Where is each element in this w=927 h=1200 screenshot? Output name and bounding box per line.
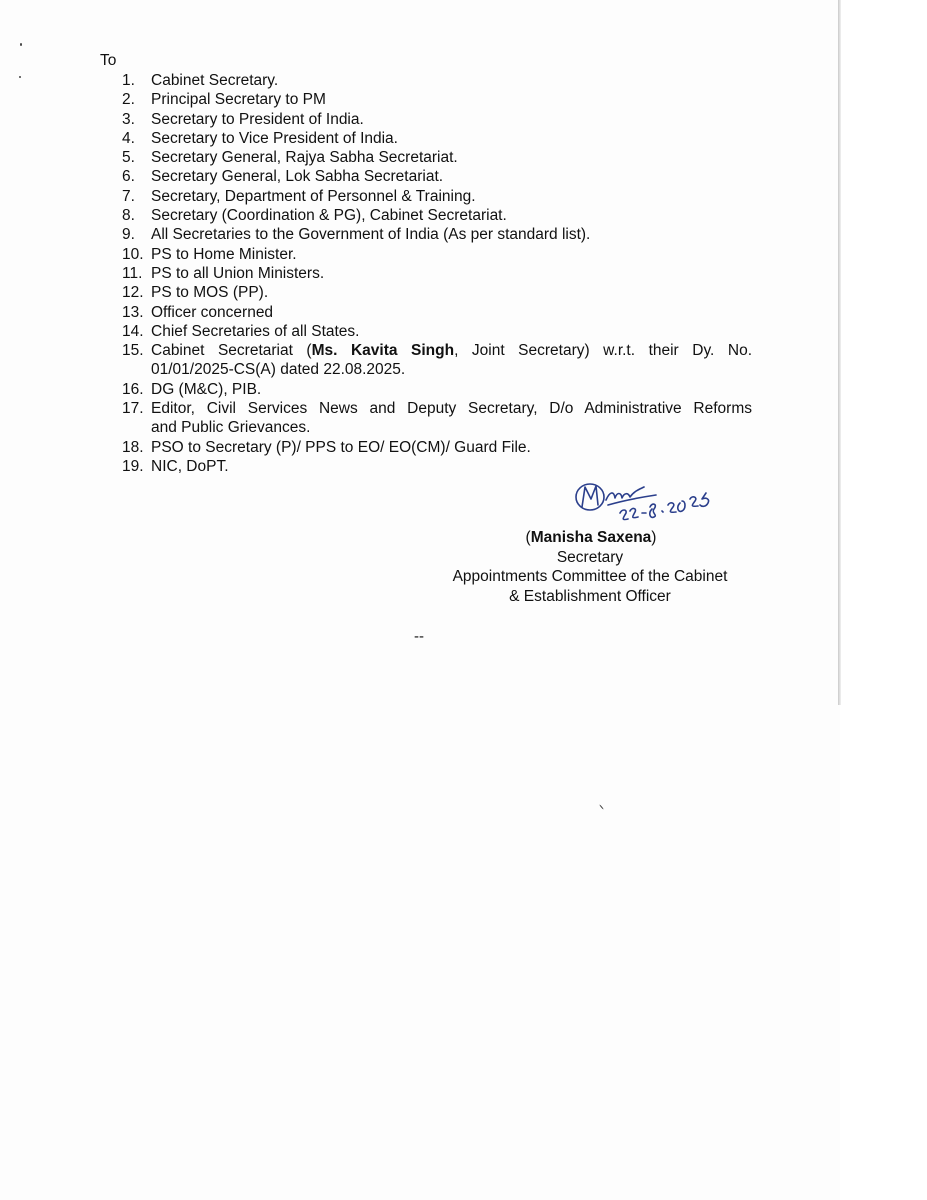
handwritten-signature (572, 467, 742, 529)
paren: ( (525, 529, 531, 546)
item-text: PS to MOS (PP). (151, 284, 269, 302)
item-text: Secretary General, Rajya Sabha Secretariat. (151, 149, 458, 167)
item-number: 12. (122, 284, 144, 302)
item-number: 10. (122, 245, 144, 263)
list-item (122, 187, 752, 206)
end-mark: -- (414, 628, 424, 645)
item-number: 19. (122, 457, 144, 475)
list-item (122, 206, 752, 225)
item-number: 16. (122, 380, 144, 398)
signature-initial (582, 486, 598, 507)
list-item (122, 341, 752, 380)
signatory-designation: Secretary (556, 548, 624, 566)
list-item (122, 322, 752, 341)
item-number: 7. (122, 187, 135, 205)
scan-speck (20, 43, 22, 46)
item-number: 2. (122, 91, 135, 109)
item-number: 1. (122, 72, 135, 89)
item-text: Secretary General, Lok Sabha Secretariat. (151, 168, 444, 186)
item-text: DG (M&C), PIB. (151, 380, 262, 398)
list-item (122, 303, 752, 322)
signatory-committee: Appointments Committee of the Cabinet (452, 568, 728, 585)
scan-speck (599, 804, 604, 809)
list-item (122, 245, 752, 264)
item-text: Secretary, Department of Personnel & Training. (151, 187, 476, 205)
item-text: Cabinet Secretary. (151, 72, 279, 89)
list-item (122, 225, 752, 244)
list-item (122, 380, 752, 399)
item-number: 4. (122, 129, 135, 147)
list-item (122, 110, 752, 129)
item-number: 9. (122, 226, 135, 244)
item-number: 6. (122, 168, 135, 186)
item-text: Secretary to Vice President of India. (151, 129, 398, 147)
recipient-list (122, 71, 752, 476)
signatory-office: & Establishment Officer (509, 587, 671, 605)
item-number: 8. (122, 207, 135, 225)
item-text: PS to all Union Ministers. (151, 264, 325, 282)
signatory-block (430, 528, 750, 606)
item-number: 17. (122, 400, 144, 418)
list-item (122, 90, 752, 109)
list-item (122, 167, 752, 186)
item-text: Chief Secretaries of all States. (151, 322, 360, 340)
list-item (122, 399, 752, 438)
item-number: 15. (122, 342, 144, 360)
list-item (122, 129, 752, 148)
signatory-name (430, 528, 750, 548)
item-number: 3. (122, 110, 135, 128)
item-text-part: Cabinet Secretariat ( (151, 342, 312, 360)
item-number: 14. (122, 322, 144, 340)
item-text-continuation: 01/01/2025-CS(A) dated 22.08.2025. (151, 361, 406, 379)
to-label: To (100, 52, 117, 69)
item-text (151, 341, 752, 360)
item-text: All Secretaries to the Government of India (As per standard list). (151, 226, 591, 244)
item-text: Principal Secretary to PM (151, 91, 326, 109)
item-number: 5. (122, 149, 135, 167)
item-text: Editor, Civil Services News and Deputy Secretary, D/o Administrative Reforms (151, 400, 752, 418)
scan-speck (19, 76, 21, 78)
item-text: Officer concerned (151, 303, 274, 321)
item-text: Secretary (Coordination & PG), Cabinet Secretariat. (151, 207, 507, 225)
list-item (122, 71, 752, 90)
page-edge (838, 0, 841, 705)
list-item (122, 264, 752, 283)
item-text: PSO to Secretary (P)/ PPS to EO/ EO(CM)/ Guard File. (151, 438, 531, 456)
signatory-name-text: Manisha Saxena (530, 529, 652, 546)
item-number: 18. (122, 438, 144, 456)
item-number: 13. (122, 303, 144, 321)
paren: ) (651, 529, 657, 546)
item-text-continuation: and Public Grievances. (151, 419, 311, 437)
list-item (122, 148, 752, 167)
item-text: PS to Home Minister. (151, 245, 297, 263)
list-item (122, 438, 752, 457)
item-text-part: , Joint Secretary) w.r.t. their Dy. No. (454, 342, 752, 360)
item-number: 11. (122, 264, 143, 282)
list-item (122, 283, 752, 302)
item-text: Secretary to President of India. (151, 110, 364, 128)
item-text: NIC, DoPT. (151, 457, 229, 475)
signature-date-strokes (620, 493, 709, 520)
officer-name: Ms. Kavita Singh (311, 342, 455, 360)
signature-drawing (572, 467, 742, 529)
